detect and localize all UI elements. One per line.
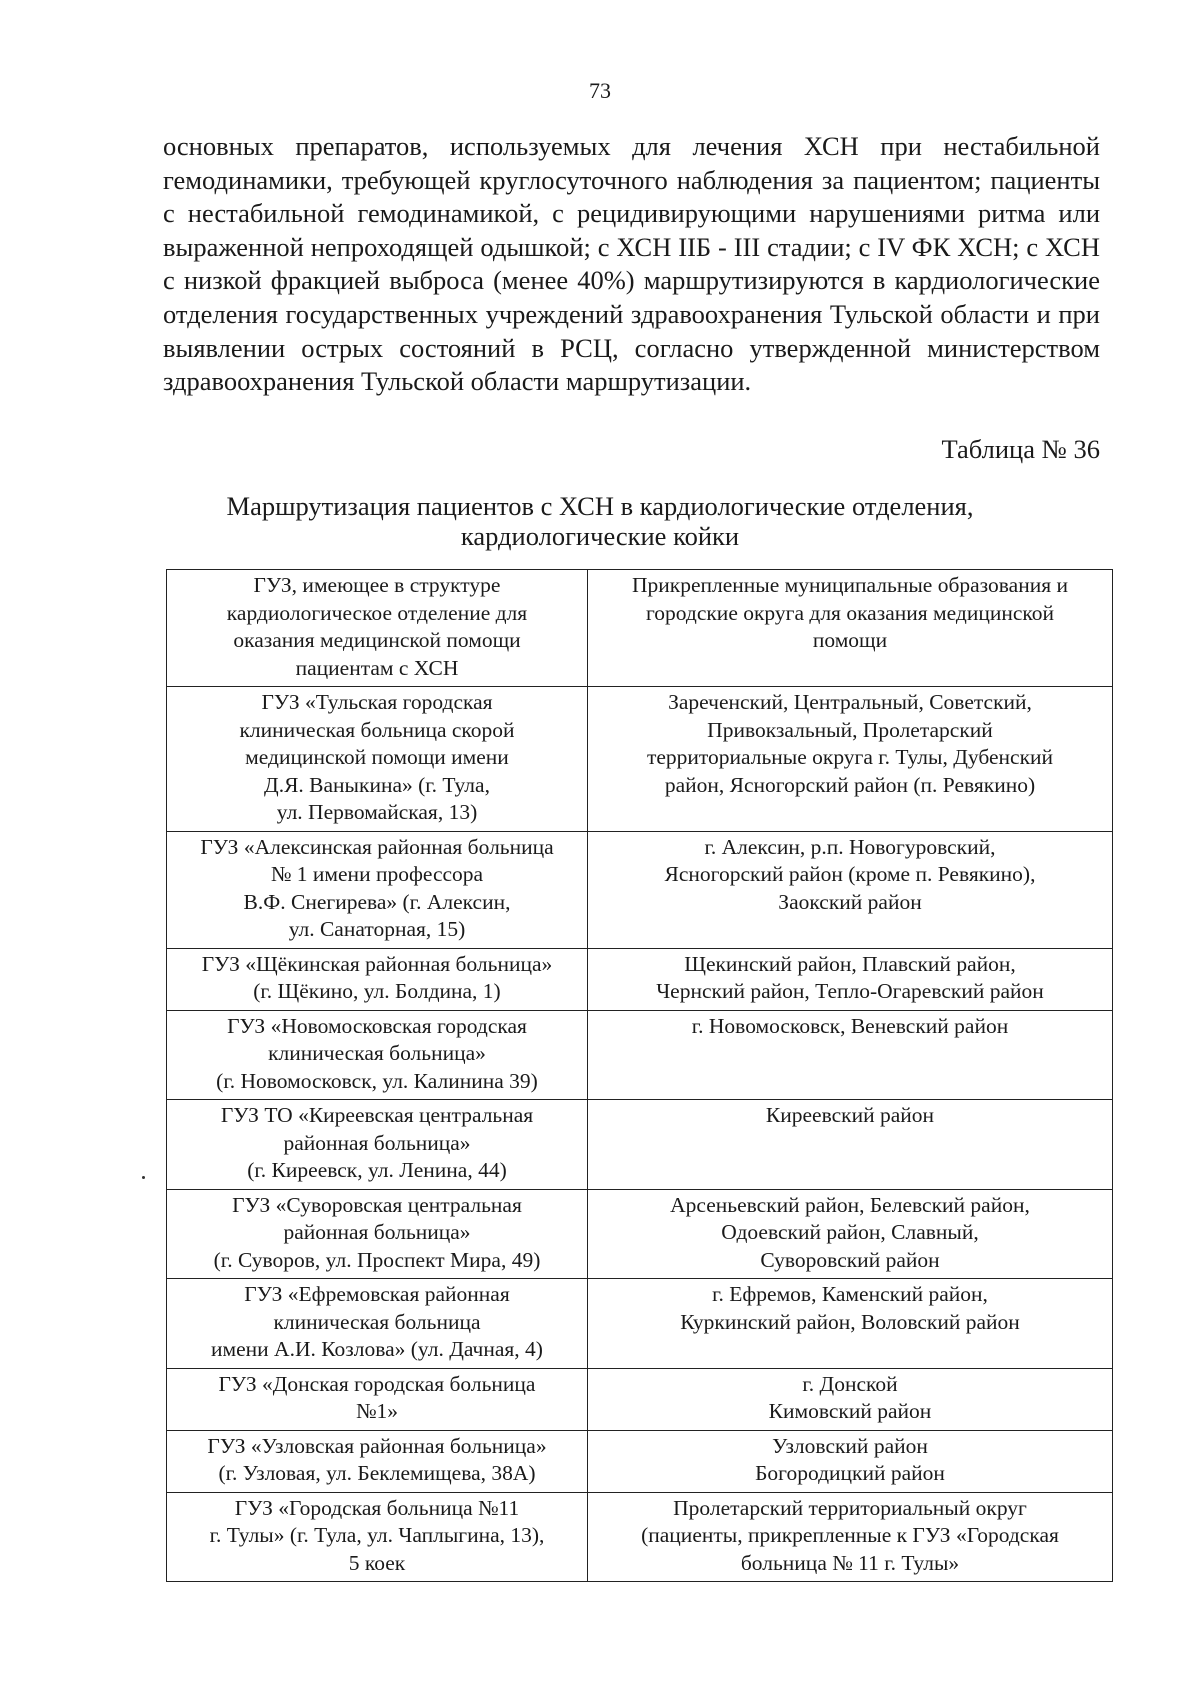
areas-cell: Пролетарский территориальный округ (пациенты, прикрепленные к ГУЗ «Городская больница № 11 г. Тулы» — [588, 1492, 1113, 1582]
areas-cell: г. Донской Кимовский район — [588, 1368, 1113, 1430]
facility-cell: ГУЗ «Новомосковская городская клиническая больница» (г. Новомосковск, ул. Калинина 39) — [167, 1010, 588, 1100]
facility-cell: ГУЗ «Ефремовская районная клиническая больница имени А.И. Козлова» (ул. Дачная, 4) — [167, 1279, 588, 1369]
body-paragraph: основных препаратов, используемых для лечения ХСН при нестабильной гемодинамики, требующей круглосуточного наблюдения за пациентом; пациенты с нестабильной гемодинамикой, с рецидивирующими нарушениями ритма или выраженной непроходящей одышкой; с ХСН IIБ - III стадии; с IV ФК ХСН; с ХСН с низкой фракцией выброса (менее 40%) маршрутизируются в кардиологические отделения государственных учреждений здравоохранения Тульской области и при выявлении острых состояний в РСЦ, согласно утвержденной министерством здравоохранения Тульской области маршрутизации. — [163, 131, 1100, 397]
facility-cell: ГУЗ «Алексинская районная больница № 1 имени профессора В.Ф. Снегирева» (г. Алексин, ул. Санаторная, 15) — [167, 831, 588, 948]
table-row — [167, 948, 1113, 1010]
facility-cell: ГУЗ «Щёкинская районная больница» (г. Щёкино, ул. Болдина, 1) — [167, 948, 588, 1010]
facility-cell: ГУЗ ТО «Киреевская центральная районная больница» (г. Киреевск, ул. Ленина, 44) — [167, 1100, 588, 1190]
areas-cell: Узловский район Богородицкий район — [588, 1430, 1113, 1492]
routing-table — [166, 569, 1113, 1582]
facility-cell: ГУЗ «Тульская городская клиническая больница скорой медицинской помощи имени Д.Я. Ваныкина» (г. Тула, ул. Первомайская, 13) — [167, 687, 588, 832]
header-facility: ГУЗ, имеющее в структуре кардиологическое отделение для оказания медицинской помощи пациентам с ХСН — [167, 570, 588, 687]
table-row — [167, 1492, 1113, 1582]
areas-cell: Арсеньевский район, Белевский район, Одоевский район, Славный, Суворовский район — [588, 1189, 1113, 1279]
areas-cell: г. Ефремов, Каменский район, Куркинский район, Воловский район — [588, 1279, 1113, 1369]
table-row — [167, 1100, 1113, 1190]
areas-cell: Щекинский район, Плавский район, Чернский район, Тепло-Огаревский район — [588, 948, 1113, 1010]
table-row — [167, 1368, 1113, 1430]
table-title: Маршрутизация пациентов с ХСН в кардиологические отделения, кардиологические койки — [226, 491, 974, 551]
scan-dot — [142, 1176, 145, 1179]
table-row — [167, 1189, 1113, 1279]
areas-cell: Зареченский, Центральный, Советский, Привокзальный, Пролетарский территориальные округа г. Тулы, Дубенский район, Ясногорский район (п. Ревякино) — [588, 687, 1113, 832]
table-row — [167, 831, 1113, 948]
table-row — [167, 1279, 1113, 1369]
table-caption: Таблица № 36 — [941, 434, 1100, 464]
areas-cell: Киреевский район — [588, 1100, 1113, 1190]
facility-cell: ГУЗ «Суворовская центральная районная больница» (г. Суворов, ул. Проспект Мира, 49) — [167, 1189, 588, 1279]
table-row — [167, 687, 1113, 832]
facility-cell: ГУЗ «Городская больница №11 г. Тулы» (г. Тула, ул. Чаплыгина, 13), 5 коек — [167, 1492, 588, 1582]
table-row — [167, 1430, 1113, 1492]
areas-cell: г. Новомосковск, Веневский район — [588, 1010, 1113, 1100]
table-header-row — [167, 570, 1113, 687]
page-number: 73 — [589, 78, 611, 103]
facility-cell: ГУЗ «Узловская районная больница» (г. Узловая, ул. Беклемищева, 38А) — [167, 1430, 588, 1492]
areas-cell: г. Алексин, р.п. Новогуровский, Ясногорский район (кроме п. Ревякино), Заокский район — [588, 831, 1113, 948]
table-row — [167, 1010, 1113, 1100]
facility-cell: ГУЗ «Донская городская больница №1» — [167, 1368, 588, 1430]
header-areas: Прикрепленные муниципальные образования и городские округа для оказания медицинской помощи — [588, 570, 1113, 687]
